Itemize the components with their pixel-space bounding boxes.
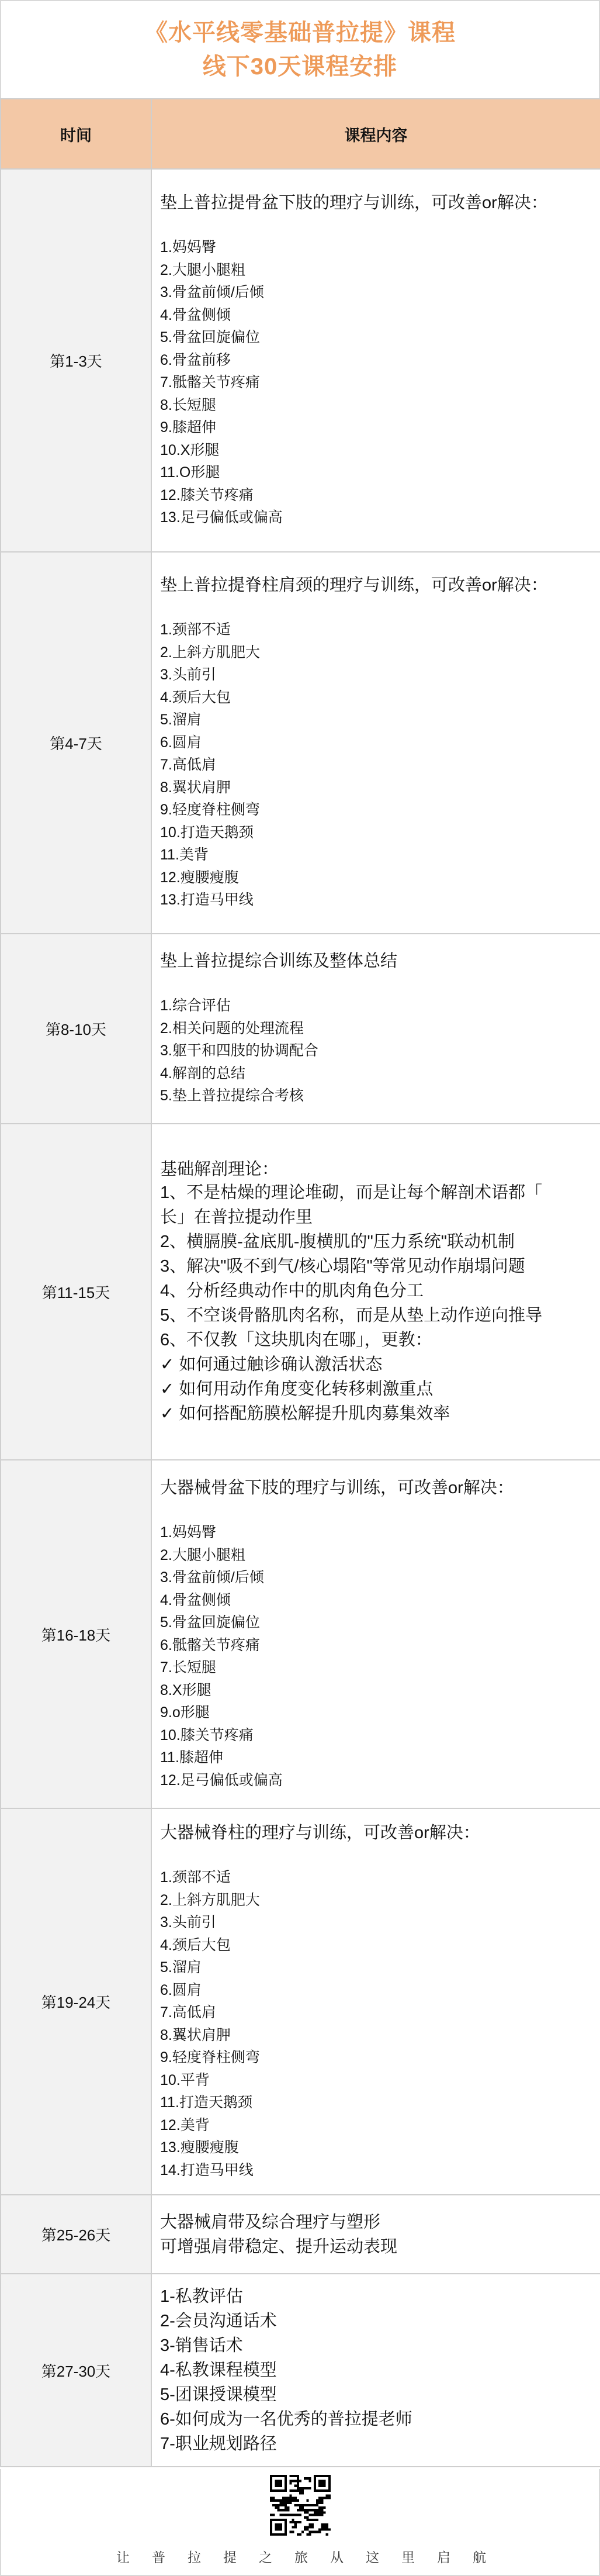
list-item: 12.膝关节疼痛 xyxy=(160,486,254,503)
list-item: 1、不是枯燥的理论堆砌，而是让每个解剖术语都「 xyxy=(160,1183,543,1202)
list-item: 5.垫上普拉提综合考核 xyxy=(160,1087,304,1104)
list-item: 10.X形腿 xyxy=(160,441,220,458)
list-item: 12.瘦腰瘦腹 xyxy=(160,869,239,886)
table-row xyxy=(1,934,600,1124)
row-time: 第27-30天 xyxy=(1,2274,151,2467)
list-item: 2.上斜方肌肥大 xyxy=(160,644,260,661)
list-item: 2.相关问题的处理流程 xyxy=(160,1020,304,1037)
row-title: 大器械脊柱的理疗与训练，可改善or解决： xyxy=(160,1824,480,1842)
list-item: 5.骨盆回旋偏位 xyxy=(160,329,260,346)
row-time: 第11-15天 xyxy=(1,1124,151,1460)
list-item: 5.溜肩 xyxy=(160,712,202,728)
list-item: 3.头前引 xyxy=(160,667,216,683)
table-row xyxy=(1,2274,600,2467)
list-item: 3、解决"吸不到气/核心塌陷"等常见动作崩塌问题 xyxy=(160,1256,525,1276)
list-item: 5、不空谈骨骼肌肉名称，而是从垫上动作逆向推导 xyxy=(160,1306,543,1325)
list-item: 大器械肩带及综合理疗与塑形 xyxy=(160,2212,381,2232)
list-item: 11.打造天鹅颈 xyxy=(160,2094,252,2111)
list-item: 1-私教评估 xyxy=(160,2287,243,2306)
row-title: 垫上普拉提骨盆下肢的理疗与训练，可改善or解决： xyxy=(160,194,548,213)
list-item: 6.圆肩 xyxy=(160,734,202,751)
list-item: 4、分析经典动作中的肌肉角色分工 xyxy=(160,1281,424,1300)
row-title: 垫上普拉提综合训练及整体总结 xyxy=(160,952,398,971)
row-content-body xyxy=(160,2210,600,2259)
column-header-time: 时间 xyxy=(1,99,151,169)
row-content xyxy=(151,1808,600,2195)
table-row xyxy=(1,1808,600,2195)
list-item: 3-销售话术 xyxy=(160,2336,243,2355)
row-title: 垫上普拉提脊柱肩颈的理疗与训练，可改善or解决： xyxy=(160,576,548,595)
page-subtitle: 线下30天课程安排 xyxy=(202,54,398,80)
list-item: 1.妈妈臀 xyxy=(160,239,216,256)
list-item: 6.骶髂关节疼痛 xyxy=(160,1636,260,1653)
row-content-body xyxy=(160,1158,600,1426)
row-content xyxy=(151,2195,600,2274)
list-item: 7.长短腿 xyxy=(160,1659,216,1676)
list-item: 3.头前引 xyxy=(160,1914,216,1931)
list-item: 4-私教课程模型 xyxy=(160,2361,277,2380)
qr-code-icon xyxy=(270,2475,331,2536)
list-item: 6.骨盆前移 xyxy=(160,351,231,368)
page-footer xyxy=(0,2469,600,2576)
list-item: 13.足弓偏低或偏高 xyxy=(160,509,283,526)
list-item: 4.颈后大包 xyxy=(160,1936,231,1953)
list-item: 可增强肩带稳定、提升运动表现 xyxy=(160,2237,398,2256)
list-item: 7.骶髂关节疼痛 xyxy=(160,374,260,391)
footer-slogan: 让普拉提之旅从这里启航 xyxy=(116,2550,508,2565)
list-item: 8.翼状肩胛 xyxy=(160,2026,231,2043)
list-item: 2、横膈膜-盆底肌-腹横肌的"压力系统"联动机制 xyxy=(160,1232,515,1251)
spacer xyxy=(160,1844,600,1866)
list-item: 2.大腿小腿粗 xyxy=(160,261,245,278)
list-item: 8.X形腿 xyxy=(160,1681,211,1698)
list-item: 9.轻度脊柱侧弯 xyxy=(160,802,260,819)
list-item: 1.妈妈臀 xyxy=(160,1524,216,1541)
spacer xyxy=(160,596,600,619)
row-content-body xyxy=(160,574,600,911)
list-item: 3.骨盆前倾/后倾 xyxy=(160,1569,264,1586)
list-item: 2.上斜方肌肥大 xyxy=(160,1891,260,1908)
row-content xyxy=(151,934,600,1124)
list-item: 9.o形腿 xyxy=(160,1704,210,1721)
page-header xyxy=(0,0,600,98)
row-content xyxy=(151,1460,600,1808)
list-item: ✓ 如何搭配筋膜松解提升肌肉募集效率 xyxy=(160,1404,450,1423)
row-content xyxy=(151,2274,600,2467)
list-item: 11.O形腿 xyxy=(160,464,220,481)
list-item: 4.骨盆侧倾 xyxy=(160,306,231,323)
schedule-table xyxy=(0,98,600,2467)
row-content-body xyxy=(160,1477,600,1791)
list-item: 5-团课授课模型 xyxy=(160,2385,277,2404)
list-item: 10.平背 xyxy=(160,2071,210,2088)
list-item: 13.打造马甲线 xyxy=(160,892,254,909)
row-content-body xyxy=(160,950,600,1107)
list-item: 14.打造马甲线 xyxy=(160,2161,254,2178)
list-item: 11.美背 xyxy=(160,847,209,864)
list-item: 3.骨盆前倾/后倾 xyxy=(160,284,264,301)
list-item: 1.综合评估 xyxy=(160,997,231,1014)
column-header-content: 课程内容 xyxy=(151,99,600,169)
list-item: 3.躯干和四肢的协调配合 xyxy=(160,1042,318,1059)
list-item: 13.瘦腰瘦腹 xyxy=(160,2139,239,2156)
list-item: 6、不仅教「这块肌肉在哪」，更教： xyxy=(160,1330,432,1349)
list-item: 9.膝超伸 xyxy=(160,419,216,436)
list-item: 2.大腿小腿粗 xyxy=(160,1546,245,1563)
list-item: 8.长短腿 xyxy=(160,396,216,413)
list-item: 5.骨盆回旋偏位 xyxy=(160,1614,260,1631)
list-item: 7.高低肩 xyxy=(160,2004,216,2021)
list-item: 1.颈部不适 xyxy=(160,621,231,638)
list-item: 长」在普拉提动作里 xyxy=(160,1207,313,1227)
spacer xyxy=(160,214,600,236)
row-time: 第8-10天 xyxy=(1,934,151,1124)
table-row xyxy=(1,1124,600,1460)
list-item: 12.美背 xyxy=(160,2116,210,2133)
row-content-body xyxy=(160,1822,600,2181)
row-time: 第4-7天 xyxy=(1,552,151,934)
list-item: 10.膝关节疼痛 xyxy=(160,1726,254,1743)
list-item: 10.打造天鹅颈 xyxy=(160,824,254,841)
list-item: 6.圆肩 xyxy=(160,1981,202,1998)
table-row xyxy=(1,1460,600,1808)
list-item: 7-职业规划路径 xyxy=(160,2435,277,2453)
spacer xyxy=(160,972,600,995)
page-title: 《水平线零基础普拉提》课程 xyxy=(144,20,456,46)
list-item: ✓ 如何用动作角度变化转移刺激重点 xyxy=(160,1379,433,1399)
row-title: 大器械骨盆下肢的理疗与训练，可改善or解决： xyxy=(160,1479,514,1497)
table-row xyxy=(1,169,600,552)
list-item: 12.足弓偏低或偏高 xyxy=(160,1772,283,1788)
list-item: 8.翼状肩胛 xyxy=(160,779,231,796)
list-item: 4.颈后大包 xyxy=(160,689,231,706)
list-item: 2-会员沟通话术 xyxy=(160,2312,277,2330)
table-row xyxy=(1,2195,600,2274)
list-item: 5.溜肩 xyxy=(160,1959,202,1976)
row-content-body xyxy=(160,2284,600,2456)
list-item: 9.轻度脊柱侧弯 xyxy=(160,2049,260,2066)
list-item: 6-如何成为一名优秀的普拉提老师 xyxy=(160,2410,412,2429)
row-content xyxy=(151,1124,600,1460)
row-time: 第1-3天 xyxy=(1,169,151,552)
row-title: 基础解剖理论： xyxy=(160,1159,279,1179)
list-item: 11.膝超伸 xyxy=(160,1749,223,1766)
list-item: ✓ 如何通过触诊确认激活状态 xyxy=(160,1355,383,1374)
row-content xyxy=(151,169,600,552)
list-item: 4.解剖的总结 xyxy=(160,1065,245,1082)
table-header-row xyxy=(1,99,600,169)
row-time: 第16-18天 xyxy=(1,1460,151,1808)
row-content-body xyxy=(160,192,600,529)
row-time: 第19-24天 xyxy=(1,1808,151,2195)
table-row xyxy=(1,552,600,934)
list-item: 1.颈部不适 xyxy=(160,1869,231,1886)
list-item: 7.高低肩 xyxy=(160,757,216,774)
spacer xyxy=(160,1499,600,1521)
row-content xyxy=(151,552,600,934)
list-item: 4.骨盆侧倾 xyxy=(160,1591,231,1608)
row-time: 第25-26天 xyxy=(1,2195,151,2274)
